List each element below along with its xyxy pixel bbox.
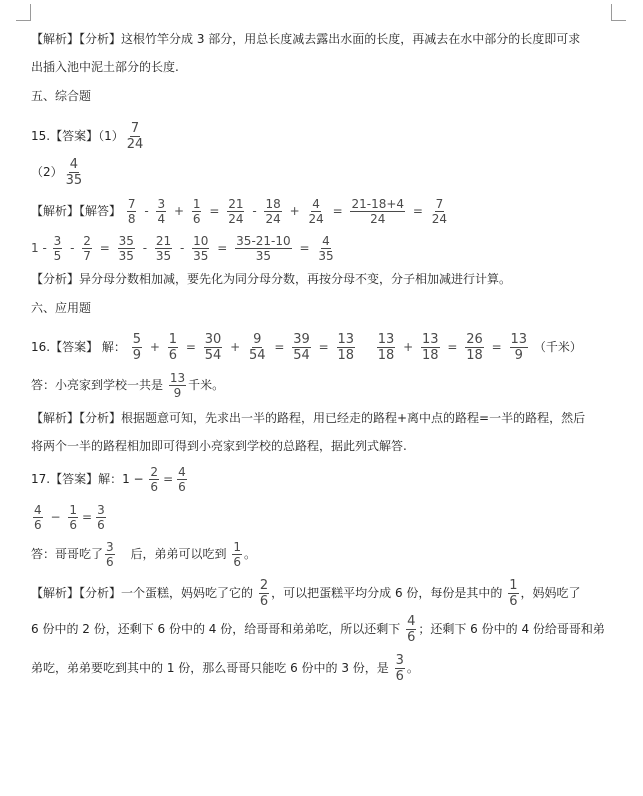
fraction: $\frac{7}{24}$ <box>126 121 144 152</box>
fraction: $\frac{13}{9}$ <box>169 371 186 400</box>
fraction: $\frac{2}{7}$ <box>83 234 91 263</box>
q17-answer-eq2 <box>31 502 108 532</box>
q17-analysis-line3 <box>31 653 419 683</box>
q15-solution-label: 【解析】【解答】 <box>31 204 122 218</box>
operator: - <box>180 241 185 255</box>
fraction: $\frac{1}{6}$ <box>168 332 178 363</box>
operator: + <box>403 340 414 354</box>
answer-text-end: 千米。 <box>188 378 225 392</box>
q14-analysis-line1: 【解析】【分析】这根竹竿分成 3 部分，用总长度减去露出水面的长度，再减去在水中部分的长度即可求 <box>31 32 581 46</box>
q16-analysis-line2: 将两个一半的路程相加即可得到小亮家到学校的总路程，据此列式解答. <box>31 439 407 453</box>
fraction: $\frac{2}{6}$ <box>150 465 159 494</box>
operator: = <box>491 340 502 354</box>
q17-analysis-line1 <box>31 578 581 608</box>
operator: + <box>289 204 300 218</box>
answer-text-mid: 后，弟弟可以吃到 <box>130 547 227 561</box>
analysis-text: ，妈妈吃了 <box>520 586 581 600</box>
operator: + <box>173 204 185 218</box>
fraction: $\frac{1}{6}$ <box>509 578 518 609</box>
fraction: $\frac{4}{24}$ <box>308 197 324 226</box>
operator: = <box>318 340 329 354</box>
fraction: $\frac{30}{54}$ <box>204 332 222 363</box>
fraction: $\frac{21-18+4}{24}$ <box>351 197 405 226</box>
section-5-heading: 五、综合题 <box>31 89 92 103</box>
q17-label: 17.【答案】解：1 − <box>31 472 144 486</box>
q16-answer <box>31 332 582 362</box>
operator: = <box>99 241 110 255</box>
q15-answer-2 <box>31 157 85 187</box>
q15-solution-eq2 <box>31 233 337 263</box>
analysis-text: 弟吃，弟弟要吃到其中的 1 份，那么哥哥只能吃 6 份中的 3 份，是 <box>31 661 389 675</box>
operator: - <box>144 204 149 218</box>
fraction: $\frac{4}{6}$ <box>34 503 42 532</box>
equation-start: 1 - <box>31 241 47 255</box>
q15-part2-label: （2） <box>31 165 63 179</box>
operator: + <box>149 340 160 354</box>
analysis-text: 【解析】【分析】一个蛋糕，妈妈吃了它的 <box>31 586 254 600</box>
section-6-heading: 六、应用题 <box>31 301 92 315</box>
analysis-text: 。 <box>406 661 419 675</box>
fraction: $\frac{35}{35}$ <box>118 234 134 263</box>
operator: = <box>185 340 196 354</box>
fraction: $\frac{1}{6}$ <box>69 503 77 532</box>
q16-final-answer <box>31 370 224 400</box>
unit: （千米） <box>533 340 582 354</box>
operator: = <box>412 204 423 218</box>
fraction: $\frac{3}{4}$ <box>157 197 166 226</box>
fraction: $\frac{13}{18}$ <box>422 332 439 363</box>
q16-label: 16.【答案】 解： <box>31 340 126 354</box>
fraction: $\frac{3}{6}$ <box>395 653 404 684</box>
fraction: $\frac{3}{6}$ <box>97 503 105 532</box>
q16-analysis-line1: 【解析】【分析】根据题意可知，先求出一半的路程，用已经走的路程+离中点的路程=一半的路程，然后 <box>31 411 586 425</box>
q14-analysis-line2: 出插入池中泥土部分的长度. <box>31 60 179 74</box>
fraction: $\frac{7}{8}$ <box>127 197 136 226</box>
q15-label: 15.【答案】（1） <box>31 129 124 143</box>
fraction: $\frac{9}{54}$ <box>249 332 266 363</box>
operator: = <box>447 340 458 354</box>
fraction: $\frac{21}{24}$ <box>228 197 244 226</box>
operator: - <box>252 204 257 218</box>
fraction: $\frac{10}{35}$ <box>193 234 209 263</box>
operator: = <box>274 340 285 354</box>
q17-analysis-line2 <box>31 614 605 644</box>
operator: = <box>163 472 174 486</box>
analysis-text: ，可以把蛋糕平均分成 6 份，每份是其中的 <box>271 586 503 600</box>
operator: + <box>230 340 241 354</box>
crop-mark-top-right <box>611 4 626 21</box>
operator: - <box>70 241 75 255</box>
fraction: $\frac{13}{9}$ <box>510 332 528 363</box>
fraction: $\frac{21}{35}$ <box>155 234 172 263</box>
fraction: $\frac{13}{18}$ <box>337 332 355 363</box>
operator: = <box>209 204 220 218</box>
fraction: $\frac{1}{6}$ <box>192 197 201 226</box>
fraction: $\frac{3}{5}$ <box>53 234 62 263</box>
answer-text: 答：哥哥吃了 <box>31 547 104 561</box>
fraction: $\frac{7}{24}$ <box>431 197 448 226</box>
fraction: $\frac{2}{6}$ <box>259 578 269 609</box>
fraction: $\frac{1}{6}$ <box>233 540 241 569</box>
q15-solution-eq1 <box>31 196 450 226</box>
operator: = <box>299 241 310 255</box>
fraction: $\frac{39}{54}$ <box>293 332 310 363</box>
fraction: $\frac{18}{24}$ <box>265 197 281 226</box>
fraction: $\frac{26}{18}$ <box>466 332 483 363</box>
fraction: $\frac{35-21-10}{35}$ <box>236 234 291 263</box>
operator: = <box>82 510 93 524</box>
q15-answer-1 <box>31 121 146 151</box>
fraction: $\frac{3}{6}$ <box>106 540 114 569</box>
analysis-text: 6 份中的 2 份，还剩下 6 份中的 4 份，给哥哥和弟弟吃，所以还剩下 <box>31 622 401 636</box>
answer-text-end: 。 <box>243 547 256 561</box>
fraction: $\frac{4}{6}$ <box>178 465 186 494</box>
fraction: $\frac{5}{9}$ <box>132 332 142 363</box>
fraction: $\frac{4}{35}$ <box>65 157 83 188</box>
fraction: $\frac{4}{35}$ <box>318 234 334 263</box>
fraction: $\frac{13}{18}$ <box>377 332 395 363</box>
operator: - <box>142 241 148 255</box>
q15-analysis: 【分析】异分母分数相加减，要先化为同分母分数，再按分母不变，分子相加减进行计算。 <box>31 272 512 286</box>
operator: − <box>50 510 61 524</box>
crop-mark-top-left <box>16 4 31 21</box>
fraction: $\frac{4}{6}$ <box>407 614 416 645</box>
operator: = <box>332 204 343 218</box>
operator: = <box>217 241 228 255</box>
analysis-text: ；还剩下 6 份中的 4 份给哥哥和弟 <box>418 622 605 636</box>
answer-text: 答：小亮家到学校一共是 <box>31 378 164 392</box>
q17-final-answer <box>31 539 256 569</box>
q17-answer-eq1 <box>31 464 189 494</box>
